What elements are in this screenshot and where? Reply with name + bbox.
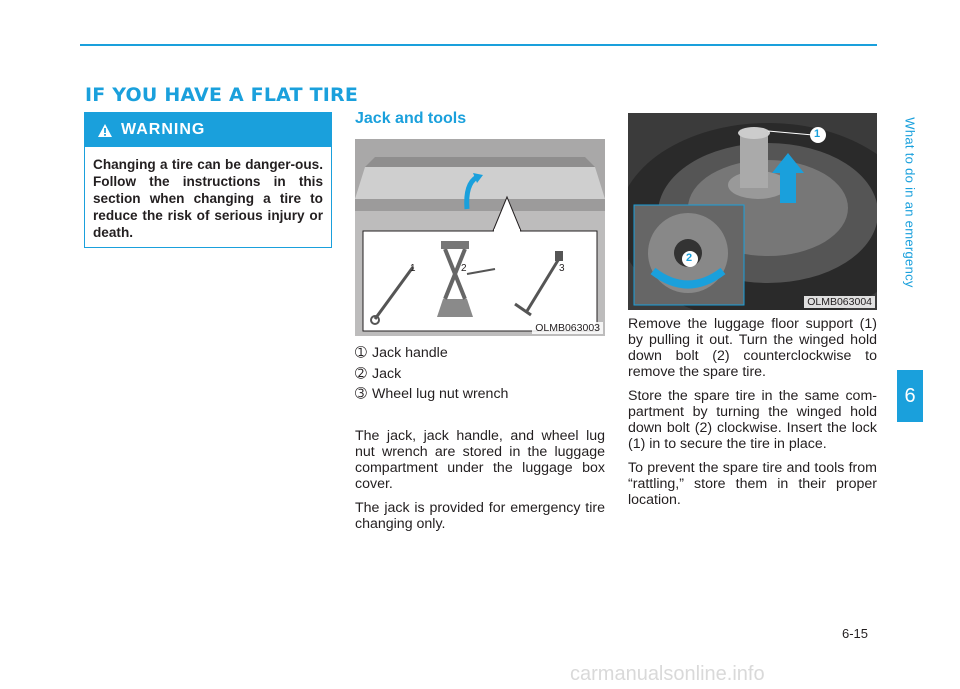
paragraph: Store the spare tire in the same com-partment by turning the winged hold down bolt (2) clockwise. Insert the lock (1) in to secure the tire in place.	[628, 388, 877, 452]
paragraph: The jack is provided for emergency tire changing only.	[355, 500, 605, 532]
chapter-tab: 6	[897, 370, 923, 422]
figure-code: OLMB063004	[804, 296, 875, 308]
spare-tire-figure	[628, 113, 877, 310]
callout-2: 2	[686, 252, 693, 264]
warning-box	[84, 112, 332, 248]
callout-2: 2	[461, 263, 467, 274]
tool-item: ➂ Wheel lug nut wrench	[355, 386, 509, 402]
callout-3: 3	[559, 263, 565, 274]
callout-1: 1	[410, 263, 416, 274]
jack-tools-figure	[355, 139, 605, 336]
callout-1: 1	[814, 128, 821, 140]
warning-label: WARNING	[121, 121, 206, 138]
spare-tire-illustration	[628, 113, 877, 310]
luggage-compartment-illustration	[355, 139, 605, 336]
warning-header	[85, 113, 331, 147]
tool-list	[355, 345, 508, 407]
section-title: IF YOU HAVE A FLAT TIRE	[85, 84, 359, 106]
jack-tools-body	[355, 428, 605, 540]
chapter-side-label: What to do in an emergency	[902, 117, 918, 288]
paragraph: To prevent the spare tire and tools from “rattling,” store them in their proper location.	[628, 460, 877, 508]
jack-tools-title: Jack and tools	[355, 110, 467, 127]
tool-item: ➁ Jack	[355, 365, 402, 382]
warning-text: Changing a tire can be danger-ous. Follow the instructions in this section when changing a tire to reduce the risk of serious injury or death.	[93, 157, 323, 240]
paragraph: The jack, jack handle, and wheel lug nut wrench are stored in the luggage compartment under the luggage box cover.	[355, 428, 605, 492]
paragraph: Remove the luggage floor support (1) by pulling it out. Turn the winged hold down bolt (2) counterclockwise to remove the spare tire.	[628, 316, 877, 380]
watermark: carmanualsonline.info	[570, 663, 765, 685]
tool-item: ➀ Jack handle	[355, 345, 448, 361]
figure-code: OLMB063003	[532, 322, 603, 334]
top-rule	[80, 44, 877, 46]
spare-tire-body	[628, 316, 877, 516]
page-number: 6-15	[842, 626, 869, 641]
warning-triangle-icon	[97, 123, 113, 138]
